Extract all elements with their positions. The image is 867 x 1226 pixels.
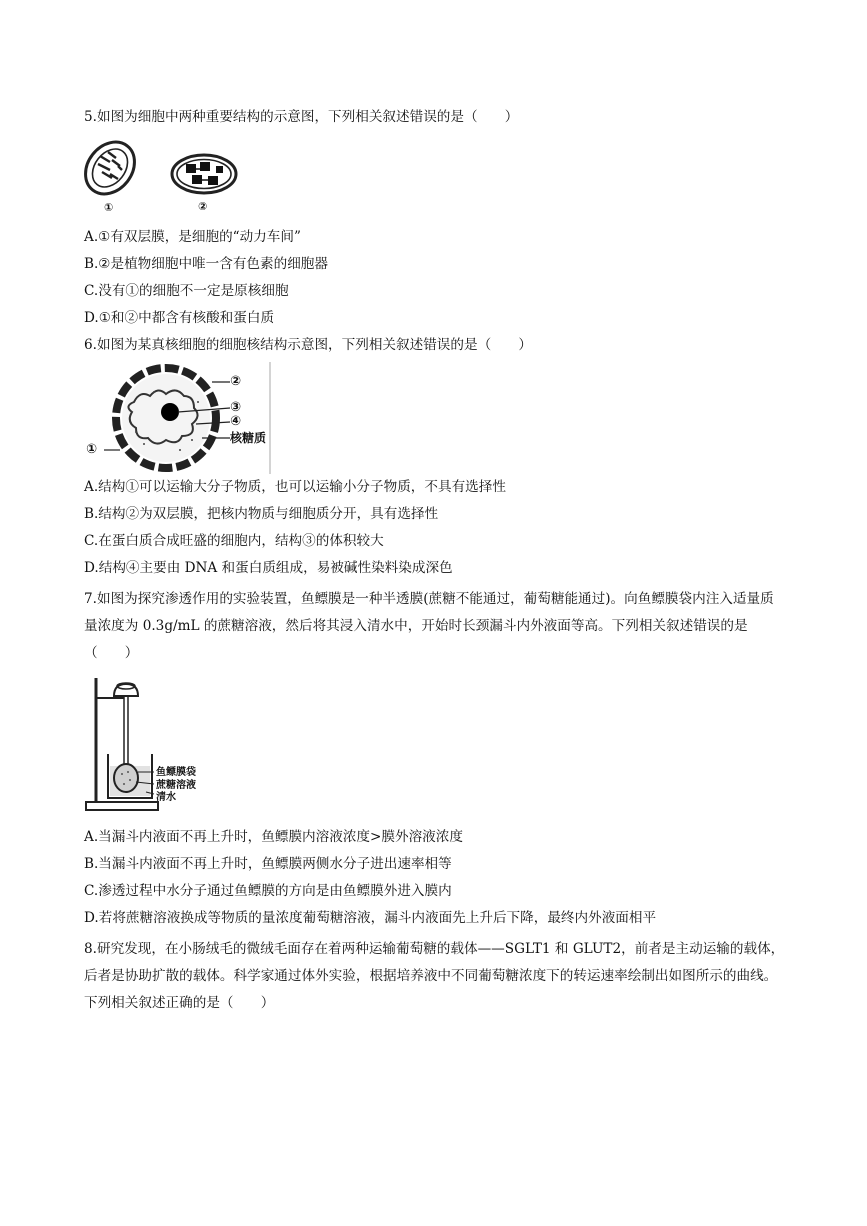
q7-option-d: D.若将蔗糖溶液换成等物质的量浓度葡萄糖溶液，漏斗内液面先上升后下降，最终内外液面相平 [84,910,657,926]
mitochondrion-diagram [82,140,145,204]
q6-label-one: ① [86,442,98,457]
q5-option-a: A.①有双层膜，是细胞的“动力车间” [84,229,301,245]
q6-option-c: C.在蛋白质合成旺盛的细胞内，结构③的体积较大 [84,533,384,549]
q6-label-two: ② [230,374,242,389]
q5-option-d: D.①和②中都含有核酸和蛋白质 [84,310,275,326]
q7-figure [84,674,164,816]
q5-option-b: B.②是植物细胞中唯一含有色素的细胞器 [84,256,328,272]
chloroplast-diagram [172,155,236,193]
q6-label-four: ④ [230,414,242,429]
q7-label-bag: 鱼鳔膜袋 [156,767,196,778]
q7-option-a: A.当漏斗内液面不再上升时，鱼鳔膜内溶液浓度>膜外溶液浓度 [84,829,463,845]
q5-option-c: C.没有①的细胞不一定是原核细胞 [84,283,289,299]
q5-label-one: ① [104,201,114,214]
q6-option-a: A.结构①可以运输大分子物质，也可以运输小分子物质，不具有选择性 [84,479,506,495]
q5-label-two: ② [198,200,208,213]
q6-stem: 6.如图为某真核细胞的细胞核结构示意图，下列相关叙述错误的是（ ） [84,337,532,353]
q6-label-three: ③ [230,400,242,415]
q6-option-b: B.结构②为双层膜，把核内物质与细胞质分开，具有选择性 [84,506,439,522]
q6-figure [84,362,274,474]
q5-stem: 5.如图为细胞中两种重要结构的示意图，下列相关叙述错误的是（ ） [84,109,519,125]
q7-option-b: B.当漏斗内液面不再上升时，鱼鳔膜两侧水分子进出速率相等 [84,856,452,872]
q7-label-sucrose: 蔗糖溶液 [156,780,196,791]
q7-label-water: 清水 [156,792,176,803]
q7-option-c: C.渗透过程中水分子通过鱼鳔膜的方向是由鱼鳔膜外进入膜内 [84,883,452,899]
q6-label-ribosome: 核糖质 [230,431,267,445]
q8-stem: 8.研究发现，在小肠绒毛的微绒毛面存在着两种运输葡萄糖的载体——SGLT1 和 GLUT2，前者是主动运输的载体，后者是协助扩散的载体。科学家通过体外实验，根据培养液中不同葡萄糖浓度下的转运速率绘制出如图所示的曲线。下列相关叙述正确的是（ ） [84,941,785,1011]
q7-stem: 7.如图为探究渗透作用的实验装置，鱼鳔膜是一种半透膜(蔗糖不能通过，葡萄糖能通过)。向鱼鳔膜袋内注入适量质量浓度为 0.3g/mL 的蔗糖溶液，然后将其浸入清水中，开始时长颈漏斗内外液面等高。下列相关叙述错误的是（ ） [84,591,774,661]
q6-option-d: D.结构④主要由 DNA 和蛋白质组成，易被碱性染料染成深色 [84,560,453,576]
